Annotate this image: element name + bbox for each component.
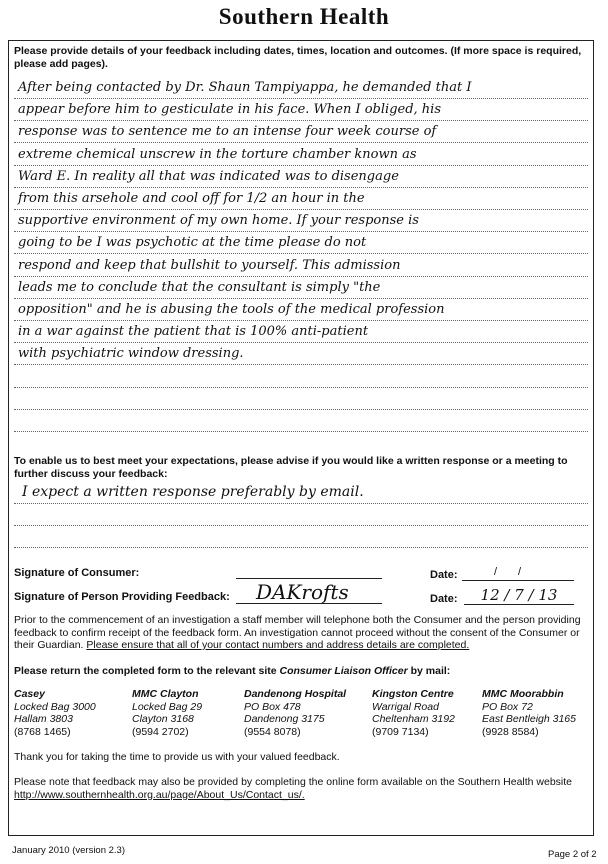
rule	[14, 431, 588, 432]
response-prompt: To enable us to best meet your expectations, please advise if you would like a written response or a meeting to further discuss your feedback:	[14, 455, 568, 480]
feedback-line: supportive environment of my own home. If your response is	[18, 213, 419, 229]
feedback-line: leads me to conclude that the consultant is simply "the	[18, 279, 381, 295]
page-title: Southern Health	[218, 4, 390, 29]
rule	[14, 142, 588, 143]
online-feedback-note: Please note that feedback may also be provided by completing the online form available on the Southern Health website http://www.southernhealth.org.au/page/About_Us/Contact_us/.	[14, 776, 573, 801]
rule	[14, 320, 588, 321]
site-casey: Casey Locked Bag 3000 Hallam 3803 (8768 1465)	[14, 688, 96, 738]
feedback-prompt: Please provide details of your feedback including dates, times, location and outcomes. (If more space is required, please add pages).	[14, 45, 582, 70]
thank-you-note: Thank you for taking the time to provide us with your valued feedback.	[14, 751, 340, 763]
feedback-line: extreme chemical unscrew in the torture chamber known as	[18, 146, 417, 162]
page-number: Page 2 of 2	[548, 849, 597, 860]
rule	[14, 364, 588, 365]
site-kingston-centre: Kingston Centre Warrigal Road Cheltenham 3192 (9709 7134)	[372, 688, 455, 738]
return-instructions: Please return the completed form to the relevant site Consumer Liaison Officer by mail:	[14, 665, 451, 677]
rule	[14, 547, 588, 548]
site-dandenong-hospital: Dandenong Hospital PO Box 478 Dandenong 3175 (9554 8078)	[244, 688, 347, 738]
rule	[14, 503, 588, 504]
investigation-notice: Prior to the commencement of an investigation a staff member will telephone both the Consumer and the person providing feedback to confirm receipt of the feedback form. An investigation cannot proceed without the consent of the Consumer or their Guardian. Please ensure that all of your contact numbers and address details are completed.	[14, 614, 581, 651]
rule	[14, 209, 588, 210]
rule	[14, 387, 588, 388]
rule	[14, 231, 588, 232]
rule	[14, 187, 588, 188]
feedback-line: After being contacted by Dr. Shaun Tampiyappa, he demanded that I	[18, 80, 472, 95]
response-answer: I expect a written response preferably by email.	[22, 484, 364, 500]
rule	[14, 165, 588, 166]
feedback-line: in a war against the patient that is 100% anti-patient	[18, 324, 369, 340]
consumer-signature-label: Signature of Consumer:	[14, 567, 140, 579]
website-link[interactable]: http://www.southernhealth.org.au/page/About_Us/Contact_us/.	[14, 788, 305, 801]
provider-signature-label: Signature of Person Providing Feedback:	[14, 591, 230, 603]
provider-signature: DAKrofts	[256, 580, 349, 604]
feedback-line: going to be I was psychotic at the time please do not	[18, 235, 367, 251]
rule	[14, 253, 588, 254]
contact-details-notice: Please ensure that all of your contact numbers and address details are completed.	[86, 639, 470, 651]
feedback-line: response was to sentence me to an intense four week course of	[18, 124, 437, 140]
feedback-line: appear before him to gesticulate in his face. When I obliged, his	[18, 102, 441, 118]
rule	[14, 120, 588, 121]
feedback-line: respond and keep that bullshit to yourself. This admission	[18, 257, 401, 273]
consumer-date-label: Date:	[430, 569, 458, 581]
rule	[14, 409, 588, 410]
consumer-signature-line	[236, 578, 382, 579]
feedback-line: with psychiatric window dressing.	[18, 346, 244, 362]
feedback-line: from this arsehole and cool off for 1/2 an hour in the	[18, 191, 365, 206]
rule	[14, 342, 588, 343]
site-mmc-clayton: MMC Clayton Locked Bag 29 Clayton 3168 (9594 2702)	[132, 688, 203, 738]
site-mmc-moorabbin: MMC Moorabbin PO Box 72 East Bentleigh 3165 (9928 8584)	[482, 688, 576, 738]
provider-date-label: Date:	[430, 593, 458, 605]
rule	[14, 525, 588, 526]
rule	[14, 298, 588, 299]
feedback-line: Ward E. In reality all that was indicated was to disengage	[18, 168, 399, 184]
consumer-date-field: //	[462, 566, 574, 581]
feedback-line: opposition" and he is abusing the tools of the medical profession	[18, 302, 445, 317]
version-footer: January 2010 (version 2.3)	[12, 845, 126, 856]
rule	[14, 98, 588, 99]
provider-date: 12 / 7 / 13	[464, 586, 574, 605]
rule	[14, 276, 588, 277]
provider-signature-line	[236, 603, 382, 604]
